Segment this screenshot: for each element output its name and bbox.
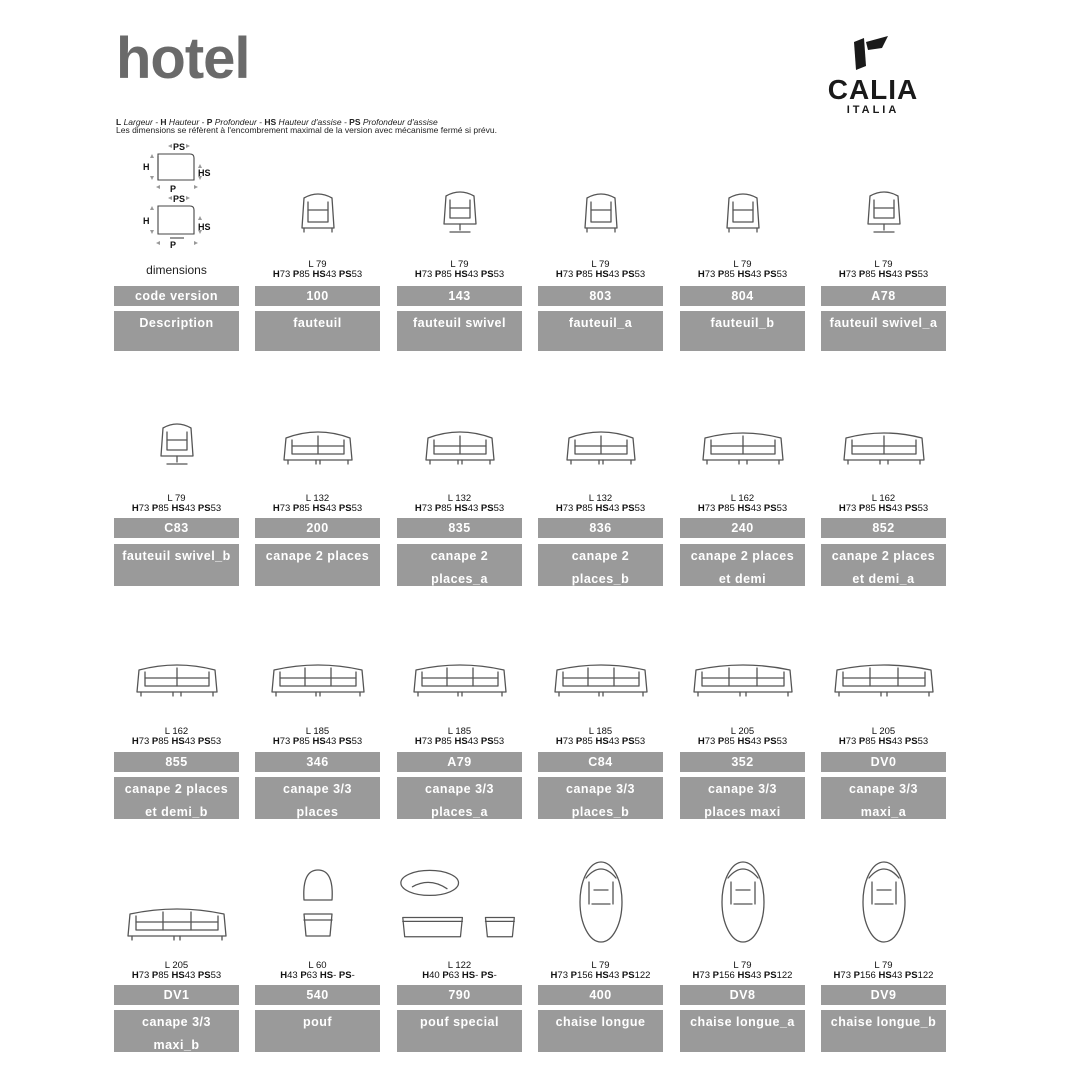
dims-values: H73 P85 HS43 PS53 xyxy=(697,269,788,280)
description-line: fauteuil_b xyxy=(710,316,775,330)
product-sketch-sofa3-icon xyxy=(255,636,380,702)
description-value xyxy=(538,544,663,586)
width-value: L 132 xyxy=(588,493,613,504)
description-line: maxi_b xyxy=(153,1038,200,1052)
brand-logo xyxy=(818,36,928,116)
description-line: maxi_a xyxy=(860,805,907,819)
diagram-ps-label: PS xyxy=(173,142,186,152)
description-line: canape 3/3 xyxy=(283,782,352,796)
code-version-value: DV0 xyxy=(821,752,946,772)
description-value xyxy=(538,311,663,351)
description-value xyxy=(397,777,522,819)
product-dimensions xyxy=(397,727,522,747)
width-value: L 79 xyxy=(308,259,327,270)
diagram-p-label-2: P xyxy=(170,240,177,250)
code-version-value: 855 xyxy=(114,752,239,772)
width-value: L 205 xyxy=(164,960,189,971)
product-dimensions xyxy=(255,961,380,981)
product-sketch-sofa3w-icon xyxy=(114,856,239,946)
product-sketch-sofa2w-icon xyxy=(821,404,946,470)
product-sketch-sofa2w-icon xyxy=(114,636,239,702)
product-sketch-chair-swivel-icon xyxy=(397,172,522,238)
product-sketch-pouf-icon xyxy=(255,856,380,946)
description-line: canape 3/3 xyxy=(425,782,494,796)
dims-values: H73 P156 HS43 PS122 xyxy=(833,970,934,981)
code-version-value: 804 xyxy=(680,286,805,306)
product-dimensions xyxy=(538,260,663,280)
diagram-h-label: H xyxy=(143,162,150,172)
description-value xyxy=(114,777,239,819)
description-line: chaise longue_a xyxy=(690,1015,795,1029)
description-line: places_b xyxy=(571,805,630,819)
dims-values: H73 P156 HS43 PS122 xyxy=(692,970,793,981)
description-line: places_a xyxy=(431,572,488,586)
description-value xyxy=(255,544,380,586)
product-dimensions xyxy=(114,961,239,981)
dims-values: H73 P85 HS43 PS53 xyxy=(272,503,363,514)
description-line: places_b xyxy=(571,572,630,586)
width-value: L 79 xyxy=(167,493,186,504)
code-version-label: code version xyxy=(114,286,239,306)
product-dimensions xyxy=(821,727,946,747)
brand-name: CALIA xyxy=(827,74,919,105)
width-value: L 79 xyxy=(733,960,752,971)
dims-values: H73 P85 HS43 PS53 xyxy=(697,503,788,514)
product-dimensions xyxy=(114,494,239,514)
diagram-hs-label: HS xyxy=(198,168,211,178)
code-version-value: C84 xyxy=(538,752,663,772)
code-version-value: 200 xyxy=(255,518,380,538)
diagram-hs-label-2: HS xyxy=(198,222,211,232)
product-dimensions xyxy=(397,961,522,981)
width-value: L 132 xyxy=(447,493,472,504)
description-line: et demi xyxy=(718,572,767,586)
dims-values: H73 P85 HS43 PS53 xyxy=(555,736,646,747)
description-line: canape 2 places xyxy=(265,549,370,563)
description-line: canape 2 places xyxy=(831,549,936,563)
product-sketch-sofa3w-icon xyxy=(680,636,805,702)
dims-values: H73 P85 HS43 PS53 xyxy=(131,970,222,981)
dims-values: H73 P85 HS43 PS53 xyxy=(414,503,505,514)
product-dimensions xyxy=(397,494,522,514)
description-value xyxy=(680,1010,805,1052)
product-dimensions xyxy=(114,727,239,747)
description-line: places_a xyxy=(431,805,488,819)
code-version-value: 352 xyxy=(680,752,805,772)
product-dimensions xyxy=(538,727,663,747)
product-sketch-chair-icon xyxy=(680,172,805,238)
code-version-value: 803 xyxy=(538,286,663,306)
description-value xyxy=(538,1010,663,1052)
description-line: places maxi xyxy=(704,805,781,819)
description-line: canape 2 places xyxy=(124,782,229,796)
description-value xyxy=(255,1010,380,1052)
code-version-value: 852 xyxy=(821,518,946,538)
description-value xyxy=(397,1010,522,1052)
code-version-value: 346 xyxy=(255,752,380,772)
description-label: Description xyxy=(114,311,239,351)
dims-values: H73 P85 HS43 PS53 xyxy=(131,503,222,514)
description-line: canape 3/3 xyxy=(566,782,635,796)
width-value: L 162 xyxy=(164,726,189,737)
dims-values: H40 P63 HS- PS- xyxy=(422,970,497,981)
description-value xyxy=(255,311,380,351)
product-dimensions xyxy=(821,260,946,280)
description-line: pouf xyxy=(302,1015,333,1029)
code-version-value: DV8 xyxy=(680,985,805,1005)
description-line: fauteuil swivel_b xyxy=(122,549,231,563)
product-sketch-sofa3-icon xyxy=(397,636,522,702)
width-value: L 162 xyxy=(871,493,896,504)
width-value: L 132 xyxy=(305,493,330,504)
code-version-value: 143 xyxy=(397,286,522,306)
legend-note xyxy=(116,118,816,134)
width-value: L 79 xyxy=(733,259,752,270)
description-value xyxy=(114,544,239,586)
dims-values: H73 P85 HS43 PS53 xyxy=(414,269,505,280)
product-sketch-pouf-special-icon xyxy=(397,856,522,946)
code-version-value: 836 xyxy=(538,518,663,538)
product-dimensions xyxy=(821,961,946,981)
width-value: L 79 xyxy=(874,960,893,971)
diagram-p-label: P xyxy=(170,184,177,194)
product-sketch-chaise-icon xyxy=(821,856,946,946)
description-line: canape 3/3 xyxy=(142,1015,211,1029)
description-line: canape 2 places xyxy=(690,549,795,563)
width-value: L 185 xyxy=(447,726,472,737)
brand-sub: ITALIA xyxy=(846,104,900,116)
width-value: L 79 xyxy=(591,960,610,971)
legend-line-1: L Largeur - H Hauteur - P Profondeur - HS Hauteur d'assise - PS Profondeur d'assise xyxy=(116,117,438,127)
dims-values: H73 P85 HS43 PS53 xyxy=(838,736,929,747)
description-line: chaise longue xyxy=(555,1015,646,1029)
description-line: canape 3/3 xyxy=(708,782,777,796)
product-sketch-chaise-icon xyxy=(680,856,805,946)
product-sketch-chaise-icon xyxy=(538,856,663,946)
description-value xyxy=(821,1010,946,1052)
diagram-h-label-2: H xyxy=(143,216,150,226)
description-value xyxy=(821,544,946,586)
dims-values: H73 P85 HS43 PS53 xyxy=(838,269,929,280)
width-value: L 79 xyxy=(874,259,893,270)
width-value: L 205 xyxy=(730,726,755,737)
dims-values: H73 P85 HS43 PS53 xyxy=(272,269,363,280)
product-dimensions xyxy=(821,494,946,514)
diagram-ps-label-2: PS xyxy=(173,194,186,204)
description-line: fauteuil_a xyxy=(568,316,633,330)
dimension-diagram xyxy=(140,140,220,252)
product-dimensions xyxy=(255,494,380,514)
description-value xyxy=(680,777,805,819)
dims-values: H73 P85 HS43 PS53 xyxy=(272,736,363,747)
product-sketch-chair-icon xyxy=(538,172,663,238)
description-line: fauteuil xyxy=(293,316,342,330)
code-version-value: DV1 xyxy=(114,985,239,1005)
dims-values: H43 P63 HS- PS- xyxy=(280,970,355,981)
product-dimensions xyxy=(255,260,380,280)
description-value xyxy=(114,1010,239,1052)
product-dimensions xyxy=(680,727,805,747)
width-value: L 185 xyxy=(588,726,613,737)
product-dimensions xyxy=(680,494,805,514)
description-value xyxy=(397,544,522,586)
description-line: places xyxy=(296,805,339,819)
description-value xyxy=(680,544,805,586)
product-dimensions xyxy=(538,494,663,514)
code-version-value: 790 xyxy=(397,985,522,1005)
width-value: L 79 xyxy=(591,259,610,270)
dims-values: H73 P85 HS43 PS53 xyxy=(131,736,222,747)
code-version-value: DV9 xyxy=(821,985,946,1005)
dims-values: H73 P85 HS43 PS53 xyxy=(414,736,505,747)
calia-flag-icon xyxy=(850,36,896,74)
width-value: L 162 xyxy=(730,493,755,504)
code-version-value: 835 xyxy=(397,518,522,538)
code-version-value: A79 xyxy=(397,752,522,772)
description-value xyxy=(538,777,663,819)
description-line: et demi_a xyxy=(852,572,915,586)
product-sketch-sofa2w-icon xyxy=(680,404,805,470)
description-line: et demi_b xyxy=(145,805,208,819)
description-value xyxy=(680,311,805,351)
description-line: canape 2 xyxy=(430,549,489,563)
width-value: L 79 xyxy=(450,259,469,270)
code-version-value: 540 xyxy=(255,985,380,1005)
description-value xyxy=(255,777,380,819)
description-line: canape 2 xyxy=(571,549,630,563)
width-value: L 185 xyxy=(305,726,330,737)
product-sketch-chair-icon xyxy=(255,172,380,238)
product-sketch-sofa2-icon xyxy=(538,404,663,470)
description-line: fauteuil swivel_a xyxy=(829,316,938,330)
width-value: L 122 xyxy=(447,960,472,971)
description-value xyxy=(821,777,946,819)
code-version-value: C83 xyxy=(114,518,239,538)
description-line: fauteuil swivel xyxy=(413,316,506,330)
product-sketch-sofa3w-icon xyxy=(821,636,946,702)
dims-values: H73 P85 HS43 PS53 xyxy=(555,503,646,514)
dimensions-label: dimensions xyxy=(146,263,207,277)
code-version-value: 100 xyxy=(255,286,380,306)
product-dimensions xyxy=(397,260,522,280)
product-dimensions xyxy=(255,727,380,747)
description-line: canape 3/3 xyxy=(849,782,918,796)
page-title: hotel xyxy=(116,26,250,91)
description-line: pouf special xyxy=(420,1015,499,1029)
product-sketch-sofa2-icon xyxy=(397,404,522,470)
description-line: chaise longue_b xyxy=(830,1015,937,1029)
code-version-value: 400 xyxy=(538,985,663,1005)
product-sketch-sofa2-icon xyxy=(255,404,380,470)
description-value xyxy=(397,311,522,351)
dims-values: H73 P156 HS43 PS122 xyxy=(550,970,651,981)
product-sketch-chair-swivel-icon xyxy=(821,172,946,238)
width-value: L 60 xyxy=(308,960,327,971)
dims-values: H73 P85 HS43 PS53 xyxy=(555,269,646,280)
code-version-value: 240 xyxy=(680,518,805,538)
legend-line-2: Les dimensions se réfèrent à l'encombrement maximal de la version avec mécanisme fermé si prévu. xyxy=(116,125,497,135)
product-sketch-sofa3-icon xyxy=(538,636,663,702)
product-dimensions xyxy=(538,961,663,981)
code-version-value: A78 xyxy=(821,286,946,306)
dims-values: H73 P85 HS43 PS53 xyxy=(697,736,788,747)
dims-values: H73 P85 HS43 PS53 xyxy=(838,503,929,514)
product-dimensions xyxy=(680,961,805,981)
width-value: L 205 xyxy=(871,726,896,737)
description-value xyxy=(821,311,946,351)
product-dimensions xyxy=(680,260,805,280)
product-sketch-chair-swivel-icon xyxy=(114,404,239,470)
